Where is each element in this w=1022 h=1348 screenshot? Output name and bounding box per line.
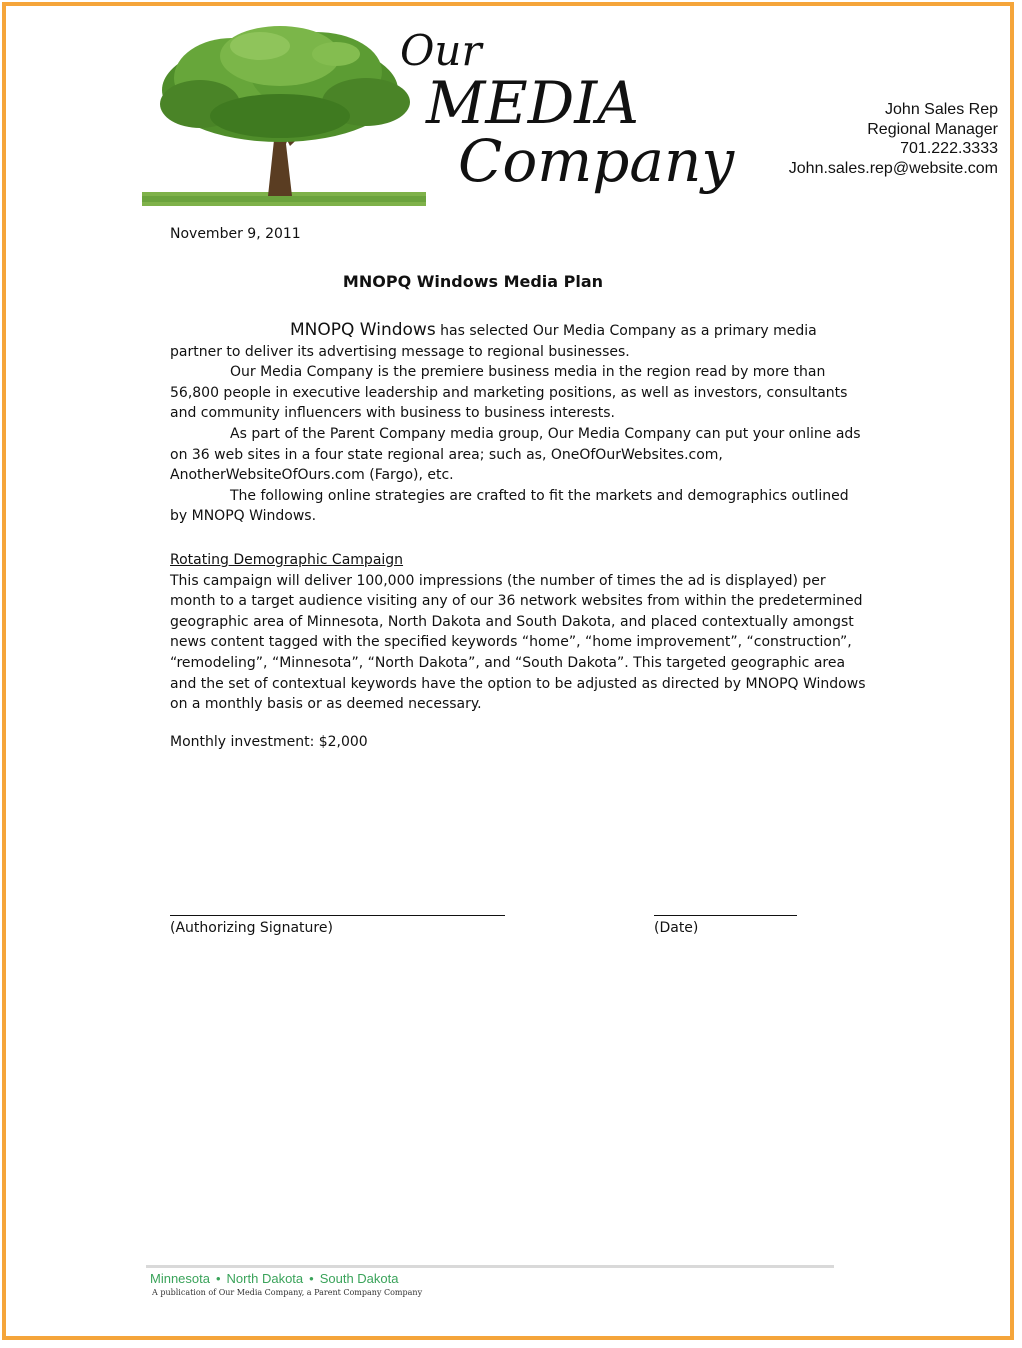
signature-line [170, 915, 505, 916]
paragraph-1-text: has selected Our Media Company as a primary media partner to deliver its advertising message to regional businesses. [170, 323, 817, 360]
footer-separator: • [309, 1271, 314, 1286]
authorizing-signature-label: (Authorizing Signature) [170, 920, 333, 936]
letter-body [170, 320, 870, 527]
client-name-lead: MNOPQ Windows [290, 320, 436, 340]
contact-title: Regional Manager [867, 120, 998, 138]
tree-icon [140, 20, 428, 208]
paragraph-3-text: As part of the Parent Company media group, Our Media Company can put your online ads on 36 web sites in a four state regional area; such as, OneOfOurWebsites.com, AnotherWebsiteOfOurs.com (Fargo), etc. [170, 425, 861, 484]
logo-media-text: MEDIA [426, 69, 640, 137]
date-label: (Date) [654, 920, 699, 936]
footer-publication-note: A publication of Our Media Company, a Parent Company Company [152, 1288, 423, 1297]
paragraph-4-text: The following online strategies are crafted to fit the markets and demographics outlined by MNOPQ Windows. [170, 487, 849, 525]
footer-separator: • [215, 1271, 221, 1286]
paragraph-3 [170, 424, 870, 486]
paragraph-2 [170, 362, 870, 424]
monthly-investment: Monthly investment: $2,000 [170, 734, 368, 750]
campaign-heading: Rotating Demographic Campaign [170, 552, 404, 568]
contact-phone: 701.222.3333 [900, 140, 998, 157]
contact-block [789, 100, 998, 178]
logo-company-text: Company [458, 127, 735, 195]
footer-state-south-dakota: South Dakota [319, 1271, 399, 1286]
campaign-section [170, 550, 870, 715]
letter-date: November 9, 2011 [170, 226, 301, 242]
contact-name: John Sales Rep [885, 101, 998, 118]
paragraph-2-text: Our Media Company is the premiere business media in the region read by more than 56,800 people in executive leadership and marketing positions, as well as investors, consultants and community influencers with business to business interests. [170, 364, 848, 422]
contact-email: John.sales.rep@website.com [788, 159, 998, 177]
footer-state-minnesota: Minnesota [150, 1271, 210, 1286]
letter-title-text: MNOPQ Windows Media Plan [342, 272, 604, 291]
footer-divider [146, 1265, 834, 1268]
campaign-text: This campaign will deliver 100,000 impressions (the number of times the ad is displayed) per month to a target audience visiting any of our 36 network websites from within the predetermined geographic area of Minnesota, North Dakota and South Dakota, and placed contextually amongst news content tagged with the specified keywords “home”, “home improvement”, “construction”, “remodeling”, “Minnesota”, “North Dakota”, and “South Dakota”. This targeted geographic area and the set of contextual keywords have the option to be adjusted as directed by MNOPQ Windows on a monthly basis or as deemed necessary. [170, 572, 866, 713]
footer-state-north-dakota: North Dakota [226, 1271, 304, 1286]
paragraph-4 [170, 486, 870, 527]
paragraph-1 [170, 320, 870, 362]
date-line [654, 915, 797, 916]
logo-our-text: Our [400, 26, 482, 75]
letter-title [0, 272, 1022, 291]
footer-states [150, 1271, 398, 1286]
